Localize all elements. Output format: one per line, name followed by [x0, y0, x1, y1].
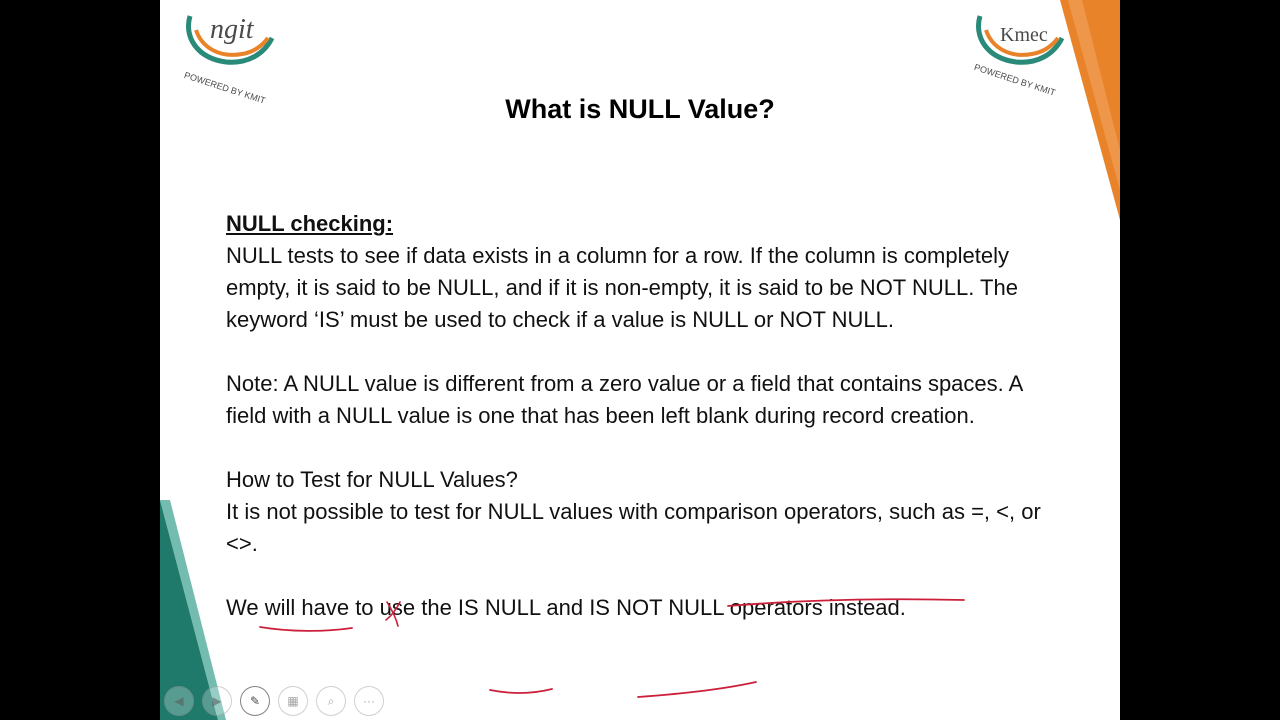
slideshow-controls	[164, 686, 384, 716]
slide-body	[226, 208, 1046, 624]
see-all-slides-button[interactable]	[278, 686, 308, 716]
pen-icon: ✎	[249, 694, 261, 708]
zoom-button[interactable]	[316, 686, 346, 716]
next-icon: ▶	[212, 694, 222, 708]
underline-is-null	[490, 689, 552, 693]
previous-slide-button[interactable]	[164, 686, 194, 716]
kmec-logo	[972, 8, 1072, 98]
pen-tool-button[interactable]	[240, 686, 270, 716]
underline-is-not-null	[638, 682, 756, 697]
left-letterbox	[0, 0, 160, 720]
underline-operators	[260, 627, 352, 631]
next-slide-button[interactable]	[202, 686, 232, 716]
previous-icon: ◀	[174, 694, 184, 708]
test-answer: It is not possible to test for NULL values with comparison operators, such as =, <, or <>.	[226, 499, 1041, 556]
more-options-button[interactable]	[354, 686, 384, 716]
test-question: How to Test for NULL Values?	[226, 467, 518, 492]
note-paragraph: Note: A NULL value is different from a zero value or a field that contains spaces. A field with a NULL value is one that has been left blank during record creation.	[226, 371, 1023, 428]
conclusion-paragraph: We will have to use the IS NULL and IS NOT NULL operators instead.	[226, 595, 906, 620]
kmec-logo-name: Kmec	[1000, 24, 1048, 46]
more-icon: ···	[363, 694, 375, 708]
section-heading: NULL checking:	[226, 211, 394, 236]
ngit-logo-tagline: POWERED BY KMIT	[182, 70, 267, 106]
kmec-logo-tagline: POWERED BY KMIT	[972, 62, 1057, 98]
right-letterbox	[1120, 0, 1280, 720]
zoom-icon: ⌕	[327, 693, 335, 708]
null-checking-paragraph: NULL tests to see if data exists in a column for a row. If the column is completely empty, it is said to be NULL, and if it is non-empty, it is said to be NOT NULL. The keyword ‘IS’ must be used to check if a value is NULL or NOT NULL.	[226, 243, 1018, 332]
ngit-logo	[182, 8, 282, 106]
slides-grid-icon: ▦	[287, 694, 299, 708]
slide-title: What is NULL Value?	[505, 94, 775, 124]
presentation-slide	[160, 0, 1120, 720]
ngit-logo-name: ngit	[210, 14, 254, 45]
